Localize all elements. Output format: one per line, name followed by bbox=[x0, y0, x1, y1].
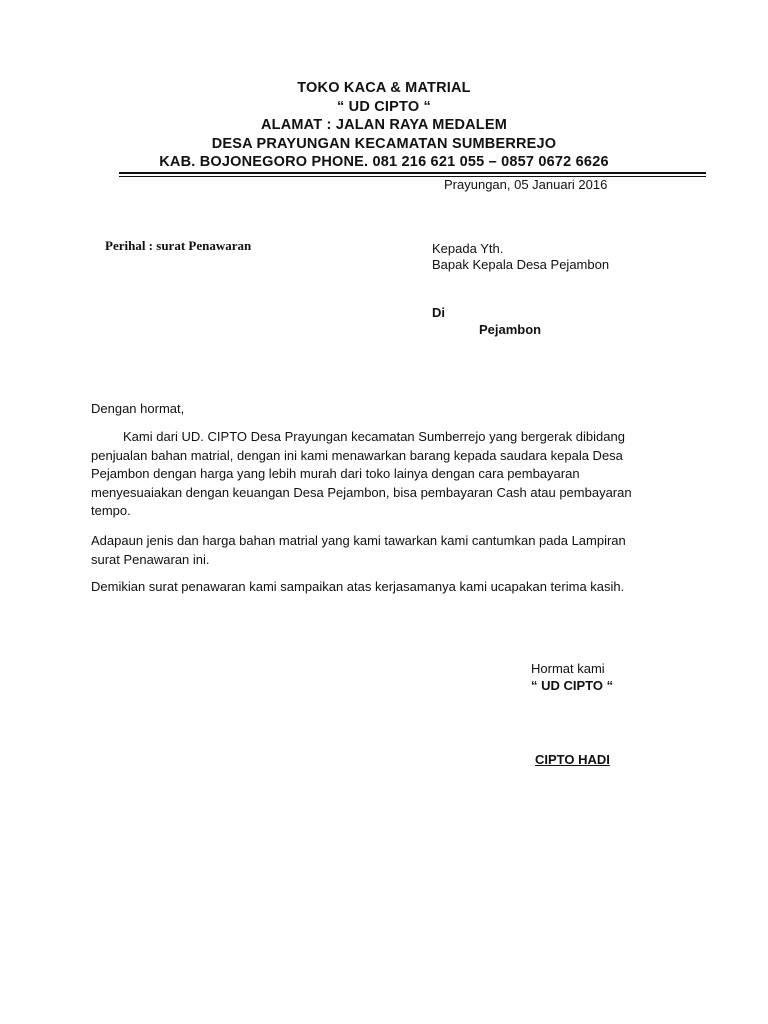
recipient-place: Pejambon bbox=[479, 322, 542, 337]
letterhead-company-name: “ UD CIPTO “ bbox=[337, 99, 431, 115]
letterhead-village: DESA PRAYUNGAN KECAMATAN SUMBERREJO bbox=[211, 136, 557, 152]
letterhead-divider-thick bbox=[119, 172, 706, 174]
recipient-name: Bapak Kepala Desa Pejambon bbox=[432, 257, 610, 272]
letterhead-address: ALAMAT : JALAN RAYA MEDALEM bbox=[261, 117, 507, 133]
closing-company: “ UD CIPTO “ bbox=[531, 678, 614, 693]
paragraph-line: surat Penawaran ini. bbox=[91, 551, 210, 567]
letterhead-phone: KAB. BOJONEGORO PHONE. 081 216 621 055 – 0857 0672 6626 bbox=[159, 154, 609, 170]
recipient-di: Di bbox=[432, 305, 445, 320]
paragraph-line: tempo. bbox=[91, 503, 131, 518]
paragraph-line: Pejambon dengan harga yang lebih murah dari toko lainya dengan cara pembayaran bbox=[91, 466, 580, 481]
recipient-salutation: Kepada Yth. bbox=[432, 241, 504, 256]
greeting: Dengan hormat, bbox=[91, 401, 185, 416]
letterhead-store-name: TOKO KACA & MATRIAL bbox=[297, 80, 471, 96]
letter-subject: Perihal : surat Penawaran bbox=[105, 238, 252, 253]
paragraph-line: menyesuaiakan dengan keuangan Desa Pejambon, bisa pembayaran Cash atau pembayaran bbox=[91, 484, 632, 500]
paragraph-line: Adapaun jenis dan harga bahan matrial yang kami tawarkan kami cantumkan pada Lampiran bbox=[91, 533, 626, 548]
paragraph-line: penjualan bahan matrial, dengan ini kami menawarkan barang kepada saudara kepala Desa bbox=[91, 447, 623, 463]
letterhead-divider-thin bbox=[119, 176, 706, 177]
paragraph-attachment bbox=[91, 532, 681, 569]
paragraph-offer bbox=[91, 428, 681, 521]
letter-date: Prayungan, 05 Januari 2016 bbox=[444, 177, 608, 192]
paragraph-closing bbox=[91, 578, 681, 597]
paragraph-line: Demikian surat penawaran kami sampaikan atas kerjasamanya kami ucapakan terima kasih. bbox=[91, 579, 625, 594]
paragraph-line: Kami dari UD. CIPTO Desa Prayungan kecamatan Sumberrejo yang bergerak dibidang bbox=[123, 429, 625, 444]
signatory-name: CIPTO HADI bbox=[535, 752, 610, 767]
closing-regards: Hormat kami bbox=[531, 661, 605, 676]
